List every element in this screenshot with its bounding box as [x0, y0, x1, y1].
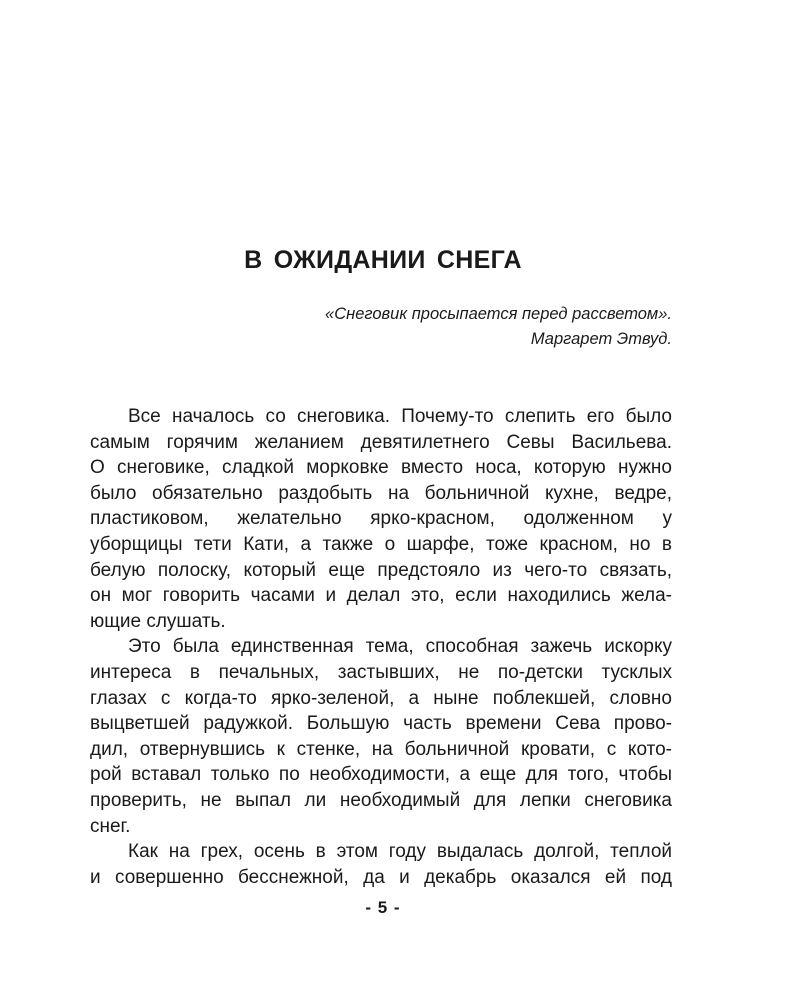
epigraph-author: Маргарет Этвуд.: [530, 330, 672, 348]
text-line: О снеговике, сладкой морковке вместо носа, которую нужно: [90, 457, 672, 479]
text-line: дил, отвернувшись к стенке, на больничной кровати, с кото-: [90, 738, 672, 760]
text-line: и совершенно бесснежной, да и декабрь оказался ей под: [90, 866, 672, 888]
text-line: он мог говорить часами и делал это, если находились жела-: [90, 585, 672, 607]
text-line: рой вставал только по необходимости, а еще для того, чтобы: [90, 764, 672, 786]
text-line: уборщицы тети Кати, а также о шарфе, тоже красном, но в: [90, 533, 672, 555]
paragraph-3: [90, 839, 672, 890]
text-line: Все началось со снеговика. Почему-то слепить его было: [128, 406, 672, 427]
text-line: белую полоску, который еще предстояло из чего-то связать,: [90, 559, 672, 581]
paragraph-2: [90, 634, 672, 839]
epigraph-quote: «Снеговик просыпается перед рассветом».: [325, 305, 672, 323]
page-number: - 5 -: [365, 898, 401, 917]
text-line: Это была единственная тема, способная зажечь искорку: [128, 636, 672, 658]
text-line: интереса в печальных, застывших, не по-детски тусклых: [90, 661, 672, 683]
text-line: Как на грех, осень в этом году выдалась долгой, теплой: [128, 841, 672, 863]
text-line: снег.: [90, 815, 131, 837]
text-line: проверить, не выпал ли необходимый для лепки снеговика: [90, 789, 672, 811]
chapter-title: В ОЖИДАНИИ СНЕГА: [244, 246, 522, 274]
text-line: было обязательно раздобыть на больничной кухне, ведре,: [90, 482, 672, 504]
text-line: самым горячим желанием девятилетнего Севы Васильева.: [90, 431, 672, 453]
paragraph-1: [90, 404, 672, 634]
epigraph: [325, 302, 672, 352]
text-line: пластиковом, желательно ярко-красном, одолженном у: [90, 508, 672, 530]
body-text: [90, 404, 672, 890]
text-line: выцветшей радужкой. Большую часть времени Сева прово-: [90, 713, 672, 735]
text-line: ющие слушать.: [90, 610, 226, 632]
text-line: глазах с когда-то ярко-зеленой, а ныне поблекшей, словно: [90, 687, 672, 709]
